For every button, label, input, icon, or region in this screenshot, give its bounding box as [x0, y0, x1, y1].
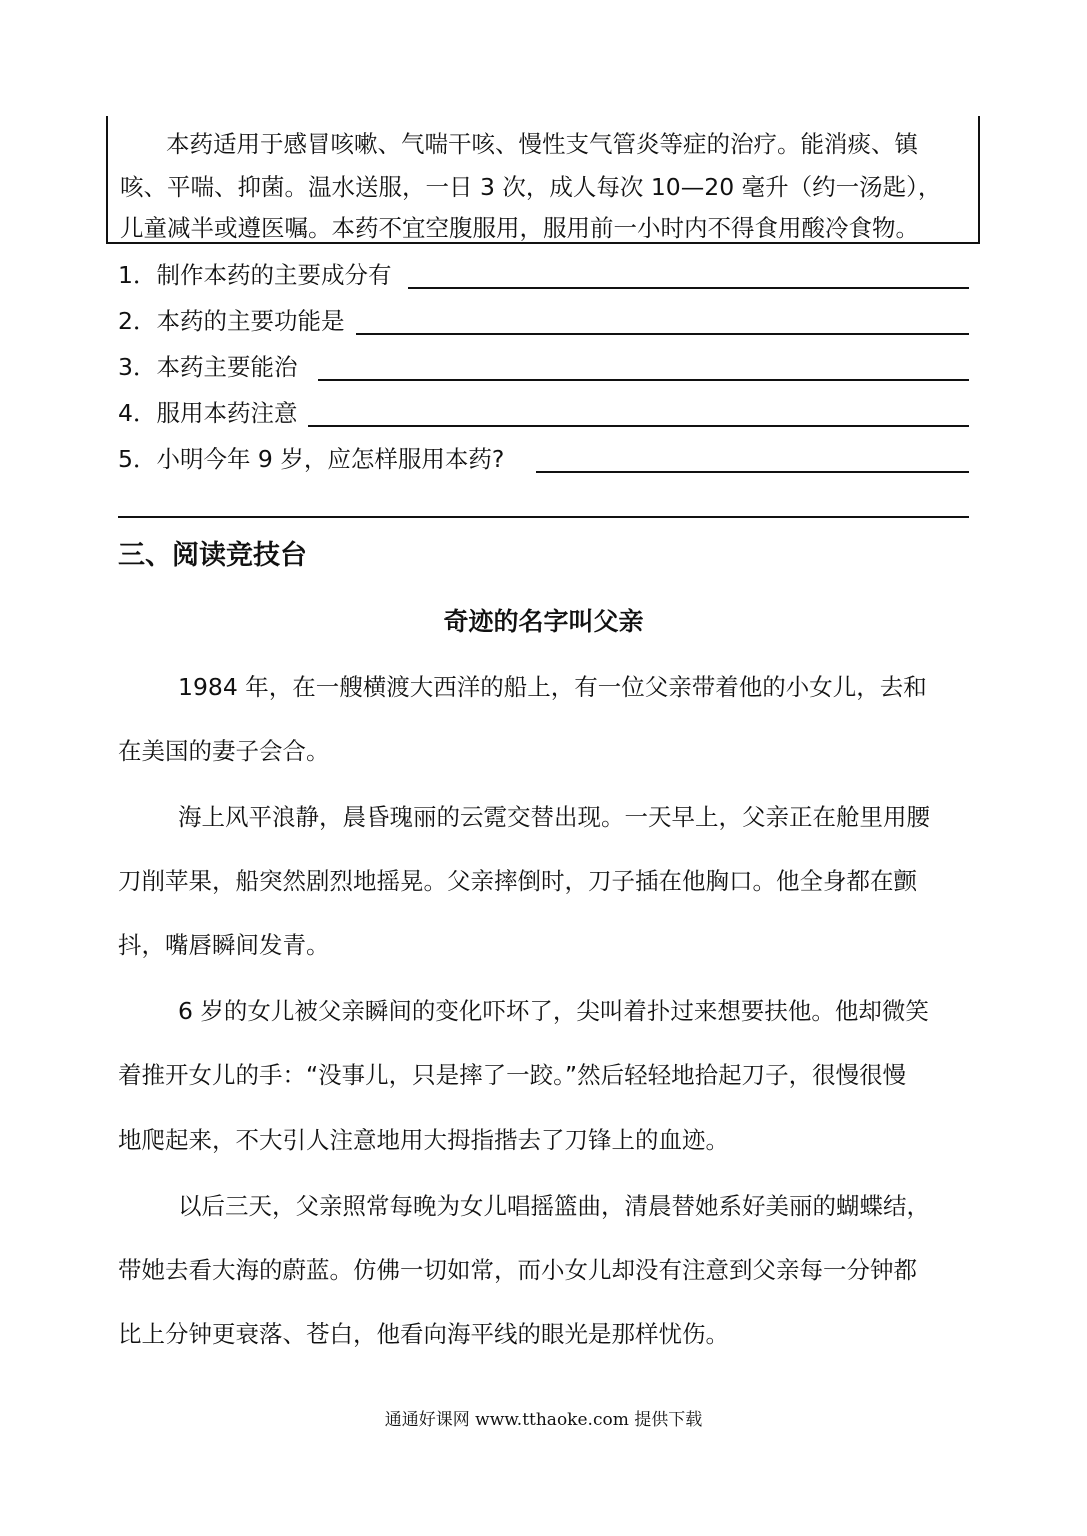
article-line: 在美国的妻子会合。 — [118, 737, 330, 765]
answer-blank-5-extra-line[interactable] — [118, 516, 969, 518]
answer-blank-2[interactable] — [356, 333, 969, 335]
article-line: 比上分钟更衰落、苍白，他看向海平线的眼光是那样忧伤。 — [118, 1320, 729, 1348]
article-line: 海上风平浪静，晨昏瑰丽的云霓交替出现。一天早上，父亲正在舱里用腰 — [178, 803, 930, 831]
box-line-3: 儿童减半或遵医嘱。本药不宜空腹服用，服用前一小时内不得食用酸冷食物。 — [120, 214, 919, 242]
section-heading: 三、阅读竞技台 — [118, 540, 307, 571]
answer-blank-1[interactable] — [408, 287, 969, 289]
question-5: 5．小明今年 9 岁，应怎样服用本药? — [118, 445, 505, 473]
article-line: 地爬起来，不大引人注意地用大拇指揩去了刀锋上的血迹。 — [118, 1126, 729, 1154]
article-line: 以后三天，父亲照常每晚为女儿唱摇篮曲，清晨替她系好美丽的蝴蝶结， — [178, 1192, 930, 1220]
question-1: 1．制作本药的主要成分有 — [118, 261, 392, 289]
article-title: 奇迹的名字叫父亲 — [443, 607, 644, 636]
article-line: 着推开女儿的手：“没事儿，只是摔了一跤。”然后轻轻地拾起刀子，很慢很慢 — [118, 1061, 907, 1089]
answer-blank-4[interactable] — [308, 425, 969, 427]
answer-blank-3[interactable] — [318, 379, 969, 381]
article-line: 带她去看大海的蔚蓝。仿佛一切如常，而小女儿却没有注意到父亲每一分钟都 — [118, 1256, 917, 1284]
answer-blank-5[interactable] — [536, 471, 969, 473]
article-line: 1984 年，在一艘横渡大西洋的船上，有一位父亲带着他的小女儿，去和 — [178, 673, 927, 701]
box-line-1: 本药适用于感冒咳嗽、气喘干咳、慢性支气管炎等症的治疗。能消痰、镇 — [166, 130, 918, 158]
question-4: 4．服用本药注意 — [118, 399, 298, 427]
question-3: 3．本药主要能治 — [118, 353, 298, 381]
article-line: 刀削苹果，船突然剧烈地摇晃。父亲摔倒时，刀子插在他胸口。他全身都在颤 — [118, 867, 917, 895]
question-2: 2．本药的主要功能是 — [118, 307, 345, 335]
article-line: 抖，嘴唇瞬间发青。 — [118, 931, 330, 959]
page-footer: 通通好课网 www.tthaoke.com 提供下载 — [384, 1410, 703, 1430]
article-line: 6 岁的女儿被父亲瞬间的变化吓坏了，尖叫着扑过来想要扶他。他却微笑 — [178, 997, 929, 1025]
box-line-2: 咳、平喘、抑菌。温水送服，一日 3 次，成人每次 10—20 毫升（约一汤匙）， — [120, 173, 942, 201]
